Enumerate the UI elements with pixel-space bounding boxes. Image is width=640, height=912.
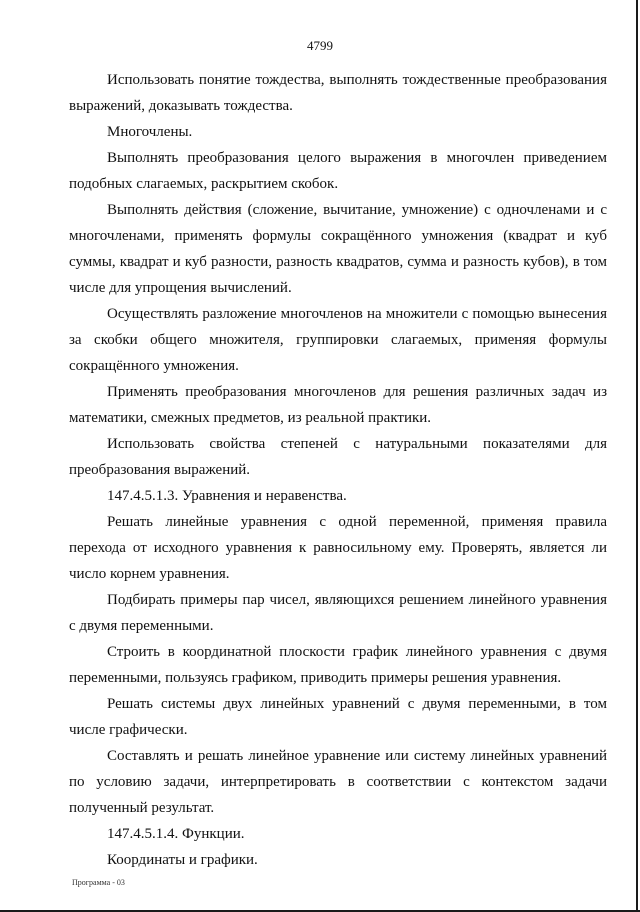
section-heading-equations: 147.4.5.1.3. Уравнения и неравенства. [107,488,347,504]
paragraph-monomial-operations: Выполнять действия (сложение, вычитание, умножение) с одночленами и с многочленами, применять формулы сокращённого умножения (квадрат и куб суммы, квадрат и куб разности, разность квадратов, сумма и разность кубов), в том числе для упрощения вычислений. [69,202,607,296]
paragraph-whole-expression: Выполнять преобразования целого выражения в многочлен приведением подобных слагаемых, раскрытием скобок. [69,150,607,192]
paragraph-polynomials-heading: Многочлены. [107,124,193,140]
paragraph-number-pairs: Подбирать примеры пар чисел, являющихся решением линейного уравнения с двумя переменными. [69,592,607,634]
paragraph-systems: Решать системы двух линейных уравнений с двумя переменными, в том числе графически. [69,696,607,738]
paragraph-factoring: Осуществлять разложение многочленов на множители с помощью вынесения за скобки общего множителя, группировки слагаемых, применяя формулы сокращённого умножения. [69,306,607,374]
paragraph-apply-transformations: Применять преобразования многочленов для решения различных задач из математики, смежных предметов, из реальной практики. [69,384,607,426]
paragraph-word-problems: Составлять и решать линейное уравнение или систему линейных уравнений по условию задачи, интерпретировать в соответствии с контекстом задачи полученный результат. [69,748,607,816]
paragraph-identity: Использовать понятие тождества, выполнять тождественные преобразования выражений, доказывать тождества. [69,72,607,114]
paragraph-coordinates: Координаты и графики. [107,852,258,868]
page-number: 4799 [307,38,333,53]
scan-edge-right [636,0,638,912]
paragraph-graph: Строить в координатной плоскости график линейного уравнения с двумя переменными, пользуясь графиком, приводить примеры решения уравнения. [69,644,607,686]
paragraph-powers: Использовать свойства степеней с натуральными показателями для преобразования выражений. [69,436,607,478]
footer-program-label: Программа - 03 [72,878,125,887]
paragraph-linear-equations: Решать линейные уравнения с одной переменной, применяя правила перехода от исходного уравнения к равносильному ему. Проверять, является ли число корнем уравнения. [69,514,607,582]
section-heading-functions: 147.4.5.1.4. Функции. [107,826,245,842]
document-body [69,67,607,873]
